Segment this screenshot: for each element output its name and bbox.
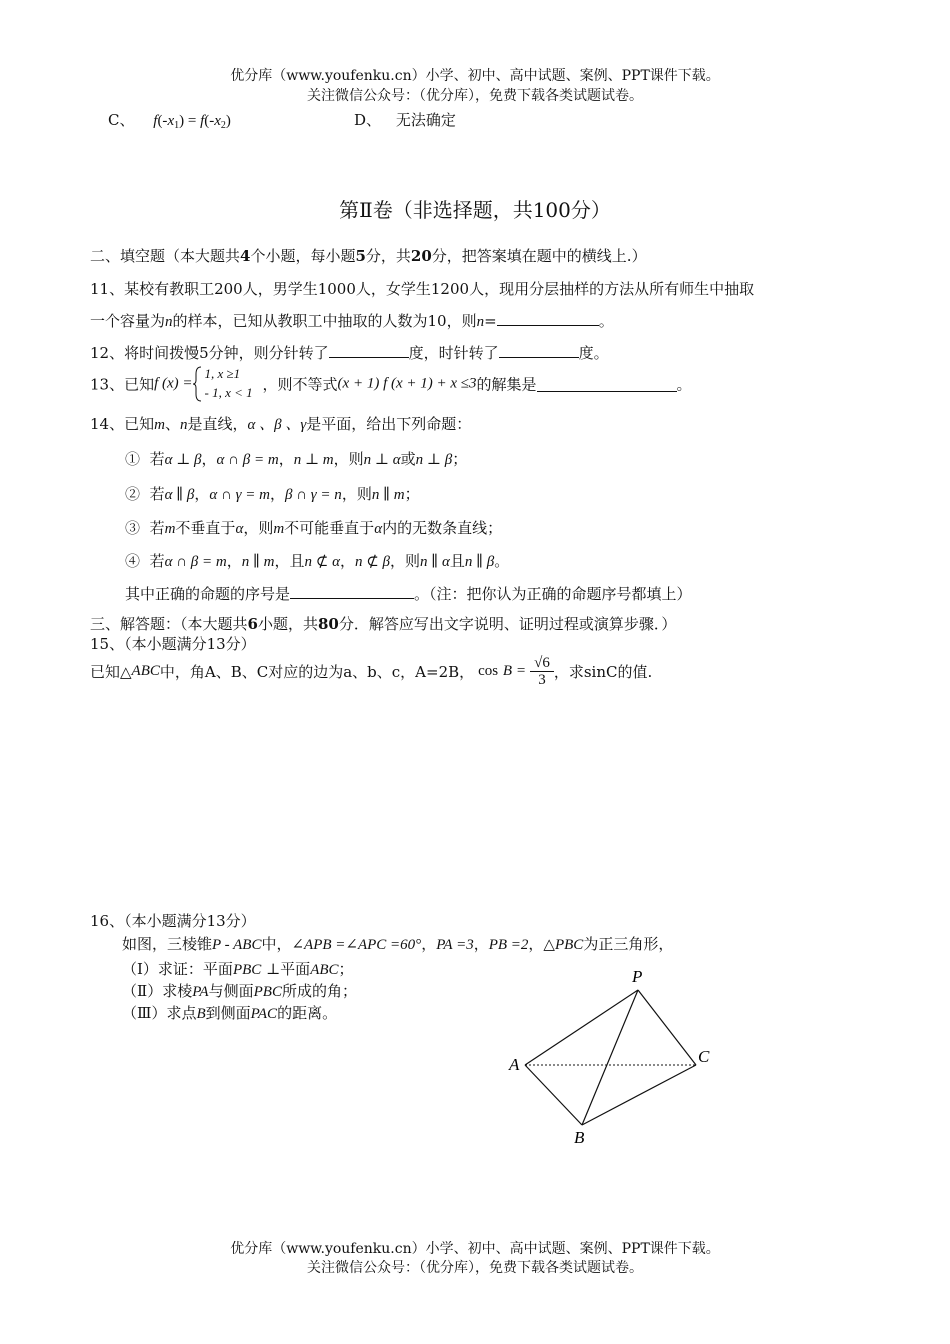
q16-part-iii: （Ⅲ）求点B到侧面PAC的距离。 — [122, 1004, 338, 1022]
q13: 13、已知f (x) = 1, x ≥1 - 1, x < 1 ，则不等式(x + 1) f (x + 1) + x ≤3的解集是 。 — [90, 366, 692, 400]
q16-part-ii: （Ⅱ）求棱PA与侧面PBC所成的角； — [122, 982, 357, 1000]
q14-answer-line: 其中正确的命题的序号是 。（注：把你认为正确的命题序号都填上） — [125, 585, 692, 603]
page-footer-line1: 优分库（www.youfenku.cn）小学、初中、高中试题、案例、PPT课件下载。 — [230, 1241, 720, 1257]
tetrahedron-figure — [500, 960, 730, 1150]
q14-intro: 14、已知m、n是直线，α 、β 、γ是平面，给出下列命题： — [90, 415, 472, 433]
q16-body: 如图，三棱锥P - ABC中，∠APB =∠APC =60°，PA =3，PB =2，△PBC为正三角形， — [122, 935, 674, 953]
q13-answer-blank — [537, 377, 677, 392]
fill-heading: 二、填空题（本大题共4个小题，每小题5分，共20分，把答案填在题中的横线上.） — [90, 247, 647, 265]
vertex-label-b: B — [574, 1128, 585, 1147]
vertex-label-p: P — [632, 967, 643, 986]
q13-brace — [193, 366, 203, 402]
q12-blank-hour — [499, 343, 579, 358]
edge-pb — [582, 990, 638, 1125]
q11-line2: 一个容量为n的样本，已知从教职工中抽取的人数为10，则n= 。 — [90, 312, 614, 330]
q14-proposition-2: ② 若α ∥ β，α ∩ γ = m，β ∩ γ = n，则n ∥ m； — [125, 485, 420, 503]
part2-title: 第Ⅱ卷（非选择题，共100分） — [339, 198, 611, 222]
q14-answer-blank — [290, 584, 414, 599]
edge-ab — [525, 1065, 582, 1125]
q13-piecewise — [193, 366, 263, 402]
q12: 12、将时间拨慢5分钟，则分针转了 度，时针转了 度。 — [90, 344, 609, 362]
q11-answer-blank — [497, 311, 599, 326]
q15-title: 15、（本小题满分13分） — [90, 635, 256, 653]
q13-case1: 1, x ≥1 — [204, 366, 241, 381]
option-d-text: 无法确定 — [395, 111, 456, 129]
page-header-line1: 优分库（www.youfenku.cn）小学、初中、高中试题、案例、PPT课件下载。 — [230, 68, 720, 84]
q14-proposition-1: ① 若α ⊥ β，α ∩ β = m，n ⊥ m，则n ⊥ α或n ⊥ β； — [125, 450, 468, 468]
q15-fraction: $\frac{√6}{3}$ — [530, 655, 554, 688]
option-d — [354, 109, 456, 130]
page-header-line2: 关注微信公众号：（优分库），免费下载各类试题试卷。 — [307, 88, 643, 104]
q14-proposition-3: ③ 若m不垂直于α，则m不可能垂直于α内的无数条直线； — [125, 519, 503, 537]
q13-inequality: (x + 1) f (x + 1) + x ≤3 — [337, 375, 477, 392]
q13-function: f (x) = — [154, 375, 193, 392]
vertex-label-c: C — [698, 1047, 710, 1066]
q16-title: 16、（本小题满分13分） — [90, 912, 256, 930]
option-c — [108, 109, 231, 131]
page-footer-line2: 关注微信公众号：（优分库），免费下载各类试题试卷。 — [307, 1260, 643, 1276]
edge-pc — [638, 990, 696, 1065]
q15-body: 已知△ABC中，角A、B、C对应的边为a、b、c，A=2B， cos B = $\frac{√6}{3}$ ，求sinC的值. — [90, 655, 653, 688]
q12-blank-minute — [329, 343, 409, 358]
solve-heading: 三、解答题：（本大题共6小题，共80分．解答应写出文字说明、证明过程或演算步骤．） — [90, 615, 677, 633]
option-c-expr: $f(-x_1) = f(-x_2)$ — [153, 113, 231, 131]
option-d-label: D、 — [354, 111, 382, 129]
q11-line1: 11、某校有教职工200人，男学生1000人，女学生1200人，现用分层抽样的方法从所有师生中抽取 — [90, 280, 755, 298]
q13-case2: - 1, x < 1 — [204, 385, 253, 400]
vertex-label-a: A — [509, 1055, 520, 1074]
edge-bc — [582, 1065, 696, 1125]
q14-proposition-4: ④ 若α ∩ β = m，n ∥ m，且n ⊄ α，n ⊄ β，则n ∥ α且n ∥ β。 — [125, 552, 510, 570]
q16-part-i: （Ⅰ）求证：平面PBC ⊥平面ABC； — [122, 960, 354, 978]
edge-pa — [525, 990, 638, 1065]
option-c-label: C、 — [108, 111, 135, 129]
